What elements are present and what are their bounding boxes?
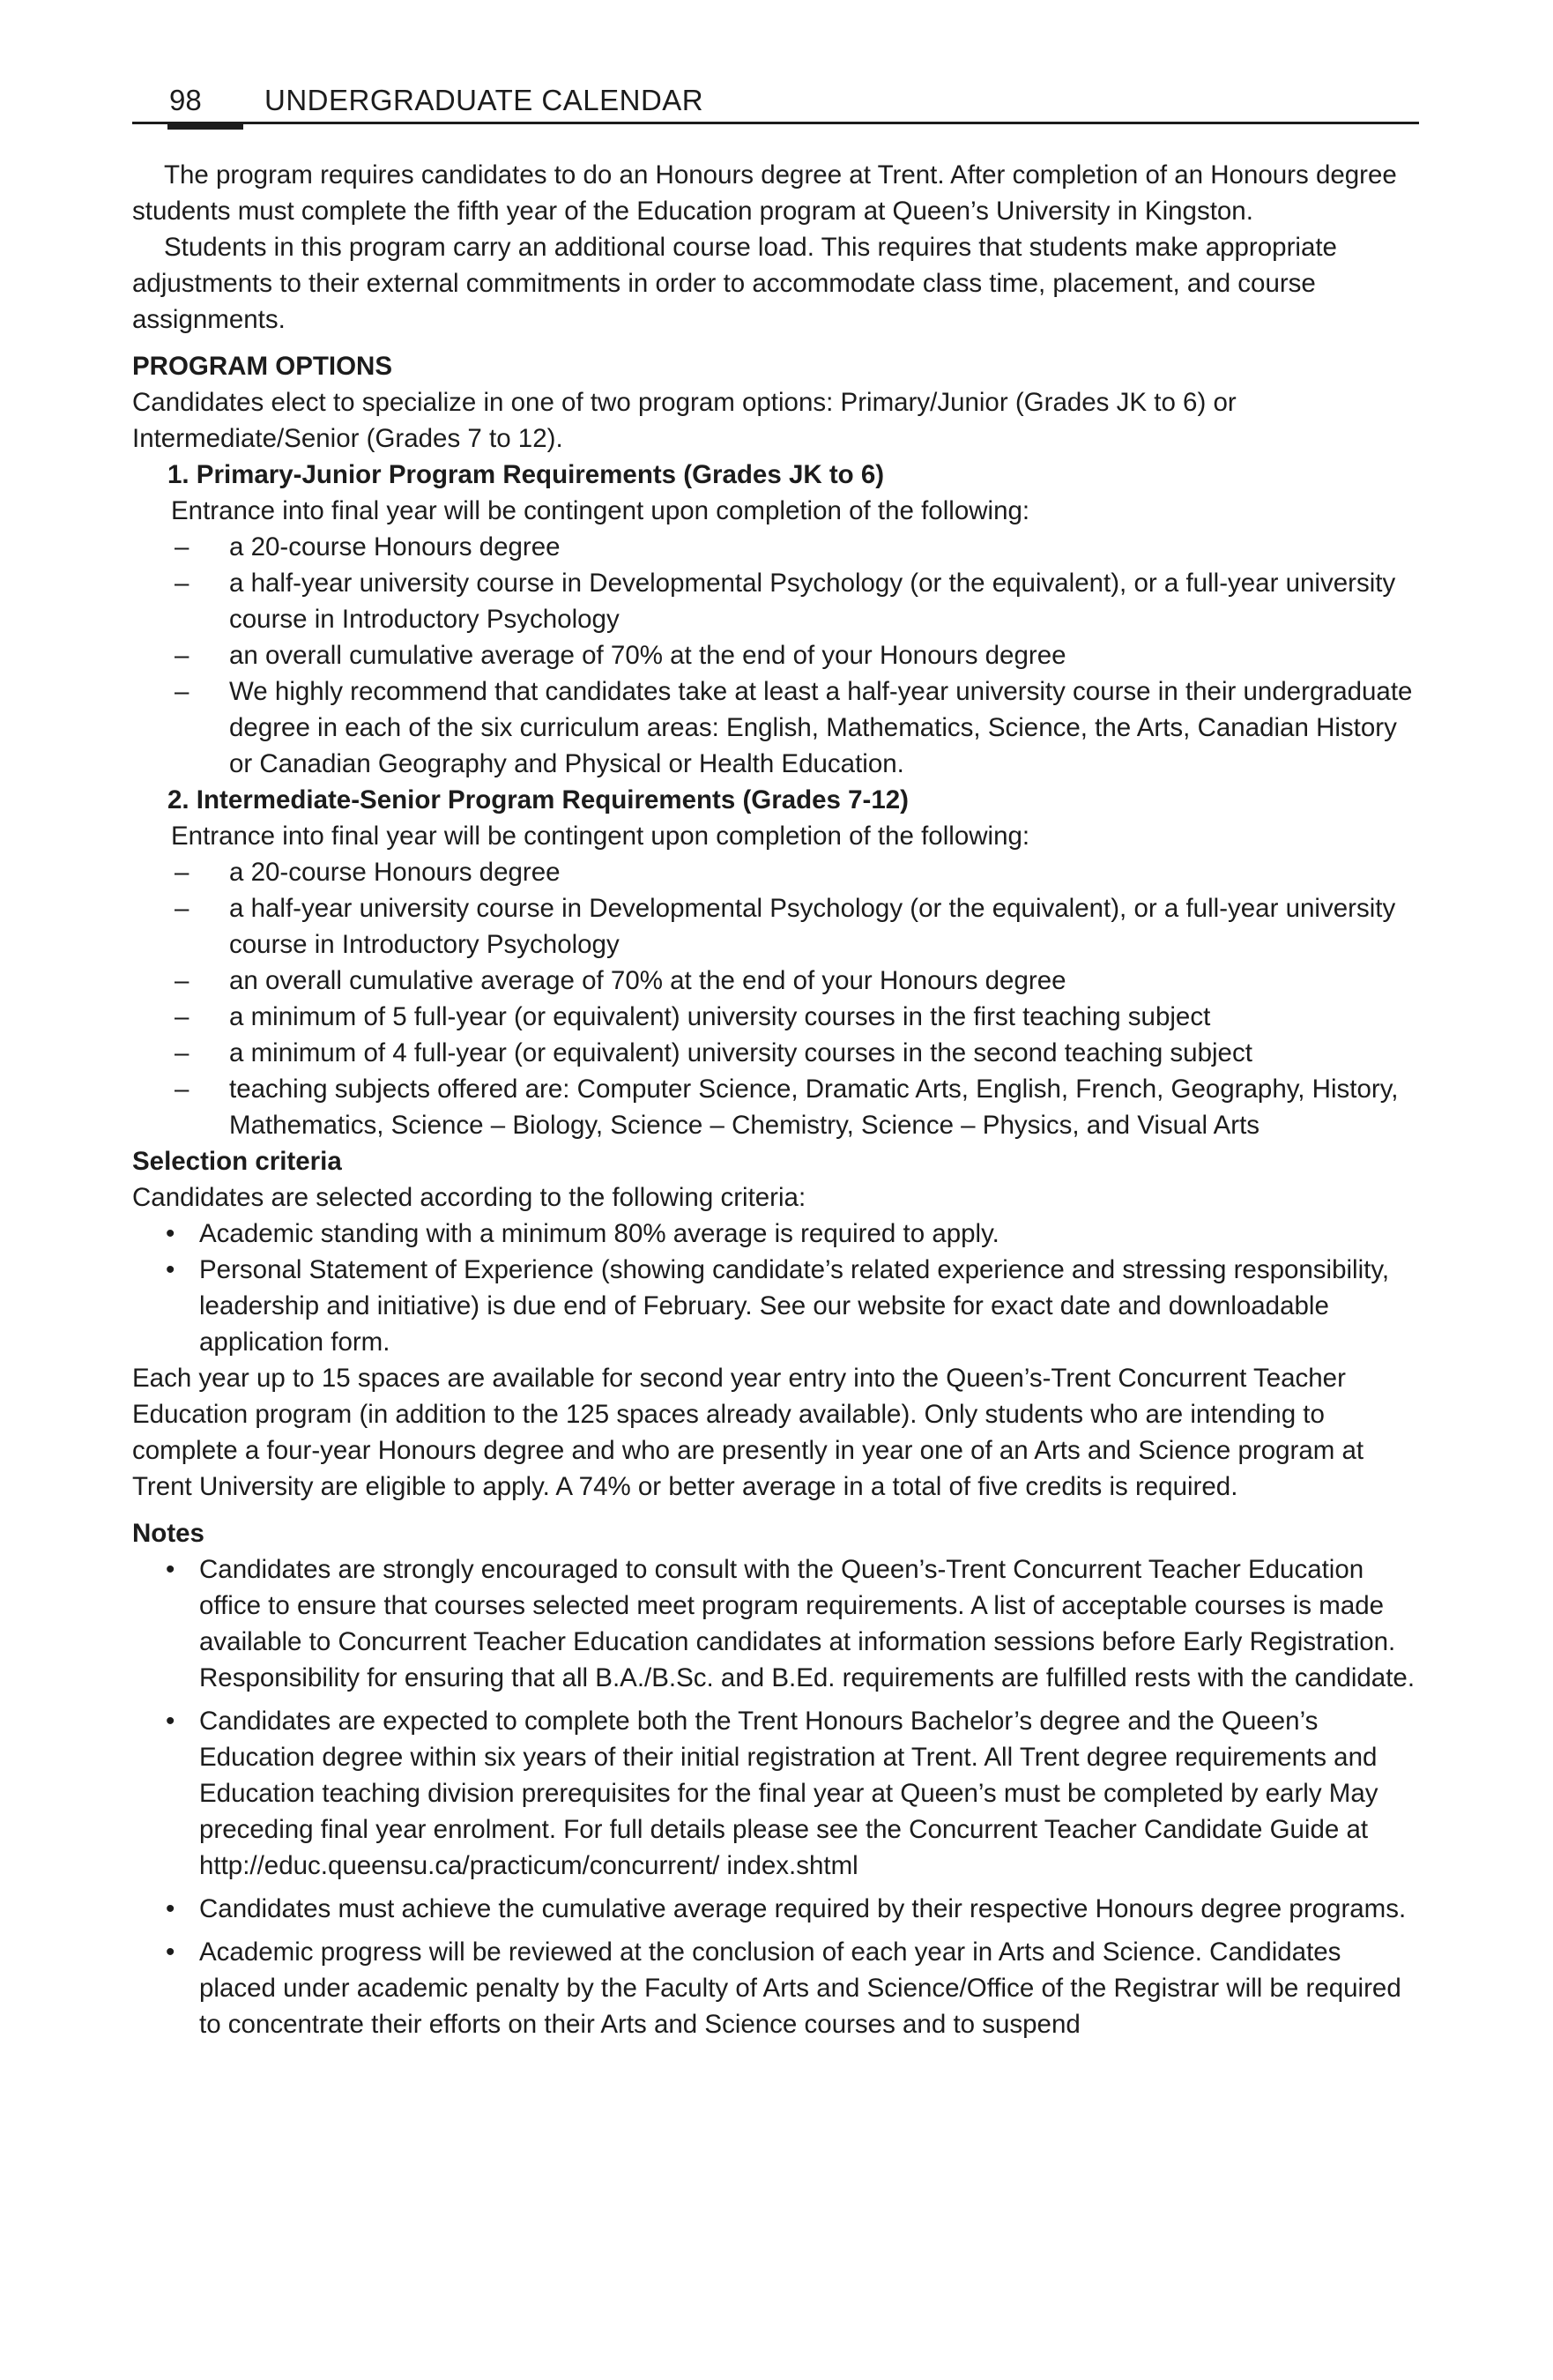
list-item: • Candidates are expected to complete both the Trent Honours Bachelor’s degree and the Queen’s Education degree within six years of their initial registration at Trent. All Trent degree requirements and Education teaching division prerequisites for the final year at Queen’s must be completed by early May preceding final year enrolment. For full details please see the Concurrent Teacher Candidate Guide at http://educ.queensu.ca/practicum/concurrent/ index.shtml: [166, 1707, 1378, 1880]
list-item: • Academic standing with a minimum 80% average is required to apply.: [166, 1219, 999, 1248]
list-item: – a half-year university course in Developmental Psychology (or the equivalent), or a full-year university course in Introductory Psychology: [175, 894, 1396, 959]
page-header: [132, 81, 1419, 127]
list-item: – a half-year university course in Developmental Psychology (or the equivalent), or a full-year university course in Introductory Psychology: [175, 569, 1396, 634]
list-item: • Academic progress will be reviewed at the conclusion of each year in Arts and Science. Candidates placed under academic penalty by the Faculty of Arts and Science/Office of the Registrar will be required to concentrate their efforts on their Arts and Science courses and to suspend: [166, 1937, 1401, 2039]
section-intro: Entrance into final year will be contingent upon completion of the following:: [171, 496, 1030, 525]
section-title: 2. Intermediate-Senior Program Requirements (Grades 7-12): [167, 785, 910, 814]
selection-criteria-list: [132, 1216, 1419, 1360]
intro-paragraph: Students in this program carry an additional course load. This requires that students make appropriate adjustments to their external commitments in order to accommodate class time, placement, and course assignments.: [132, 233, 1337, 334]
list-item: – a minimum of 4 full-year (or equivalent) university courses in the second teaching subject: [175, 1038, 1252, 1067]
selection-criteria-heading: Selection criteria: [132, 1147, 342, 1176]
list-item: • Candidates are strongly encouraged to consult with the Queen’s-Trent Concurrent Teacher Education office to ensure that courses selected meet program requirements. A list of acceptable courses is made available to Concurrent Teacher Education candidates at information sessions before Early Registration. Responsibility for ensuring that all B.A./B.Sc. and B.Ed. requirements are fulfilled rests with the candidate.: [166, 1555, 1416, 1692]
intermediate-senior-section: [167, 782, 1419, 854]
list-item: – teaching subjects offered are: Computer Science, Dramatic Arts, English, French, Geography, History, Mathematics, Science – Biology, Science – Chemistry, Science – Physics, and Visual Arts: [175, 1075, 1399, 1140]
list-item: – an overall cumulative average of 70% at the end of your Honours degree: [175, 641, 1066, 670]
selection-paragraph: Each year up to 15 spaces are available for second year entry into the Queen’s-Trent Concurrent Teacher Education program (in addition to the 125 spaces already available). Only students who are intending to complete a four-year Honours degree and who are presently in year one of an Arts and Science program at Trent University are eligible to apply. A 74% or better average in a total of five credits is required.: [132, 1364, 1364, 1501]
list-item: – a 20-course Honours degree: [175, 858, 561, 887]
list-item: • Personal Statement of Experience (showing candidate’s related experience and stressing responsibility, leadership and initiative) is due end of February. See our website for exact date and downloadable application form.: [166, 1255, 1390, 1357]
notes-list: [132, 1551, 1419, 2042]
selection-criteria-intro: Candidates are selected according to the following criteria:: [132, 1183, 806, 1212]
primary-junior-section: [167, 457, 1419, 529]
header-tab-marker: [167, 122, 243, 130]
intro-paragraph: The program requires candidates to do an Honours degree at Trent. After completion of an Honours degree students must complete the fifth year of the Education program at Queen’s University in Kingston.: [132, 160, 1397, 226]
primary-junior-requirements: [132, 529, 1419, 782]
section-title: 1. Primary-Junior Program Requirements (Grades JK to 6): [167, 460, 885, 489]
program-options-heading: PROGRAM OPTIONS: [132, 352, 393, 381]
list-item: – an overall cumulative average of 70% at the end of your Honours degree: [175, 966, 1066, 995]
section-intro: Entrance into final year will be contingent upon completion of the following:: [171, 822, 1030, 851]
page-number: 98: [169, 84, 202, 116]
program-options-intro: Candidates elect to specialize in one of two program options: Primary/Junior (Grades JK to 6) or Intermediate/Senior (Grades 7 to 12).: [132, 388, 1237, 453]
running-title: UNDERGRADUATE CALENDAR: [264, 84, 704, 116]
intermediate-senior-requirements: [132, 854, 1419, 1143]
header-rule: [132, 122, 1419, 124]
list-item: – We highly recommend that candidates take at least a half-year university course in their undergraduate degree in each of the six curriculum areas: English, Mathematics, Science, the Arts, Canadian History or Canadian Geography and Physical or Health Education.: [175, 677, 1413, 778]
page-body: [132, 157, 1419, 2049]
list-item: – a 20-course Honours degree: [175, 532, 561, 562]
list-item: • Candidates must achieve the cumulative average required by their respective Honours degree programs.: [166, 1894, 1407, 1923]
list-item: – a minimum of 5 full-year (or equivalent) university courses in the first teaching subject: [175, 1002, 1211, 1031]
notes-heading: Notes: [132, 1519, 204, 1548]
